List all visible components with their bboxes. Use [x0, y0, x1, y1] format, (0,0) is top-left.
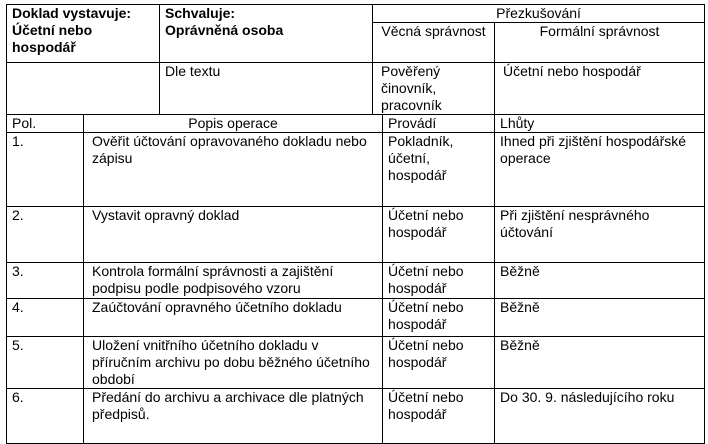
issuer-value: Účetní nebo hospodář — [12, 22, 93, 55]
row-pos: 3. — [7, 263, 84, 299]
row-pos: 4. — [7, 299, 84, 337]
row-performer: Účetní nebo hospodář — [383, 389, 495, 444]
row-performer: Účetní nebo hospodář — [383, 263, 495, 299]
row-performer: Účetní nebo hospodář — [383, 299, 495, 337]
table-row — [7, 133, 705, 207]
issuer-cell — [7, 5, 160, 63]
material-check-header: Věcná správnost — [373, 23, 495, 63]
column-header-row — [7, 115, 705, 133]
row-pos: 2. — [7, 207, 84, 263]
issuer-label: Doklad vystavuje: — [12, 5, 132, 21]
row-description: Ověřit účtování opravovaného dokladu nebo zápisu — [84, 133, 383, 207]
col-header-deadline: Lhůty — [495, 115, 705, 133]
row-performer: Účetní nebo hospodář — [383, 207, 495, 263]
review-title: Přezkušování — [373, 5, 705, 23]
issuer-empty-cell — [7, 63, 160, 115]
col-header-pos: Pol. — [7, 115, 84, 133]
row-pos: 1. — [7, 133, 84, 207]
row-description: Vystavit opravný doklad — [84, 207, 383, 263]
formal-check-header: Formální správnost — [495, 23, 705, 63]
row-pos: 5. — [7, 337, 84, 389]
approver-value: Oprávněná osoba — [165, 22, 284, 38]
row-pos: 6. — [7, 389, 84, 444]
row-deadline: Ihned při zjištění hospodářské operace — [495, 133, 705, 207]
header-row-3 — [7, 63, 705, 115]
col-header-performer: Provádí — [383, 115, 495, 133]
procedure-document — [6, 4, 704, 444]
approver-label: Schvaluje: — [165, 5, 236, 21]
row-description: Předání do archivu a archivace dle platných předpisů. — [84, 389, 383, 444]
row-deadline: Při zjištění nesprávného účtování — [495, 207, 705, 263]
row-deadline: Běžně — [495, 263, 705, 299]
table-row — [7, 207, 705, 263]
col-header-description: Popis operace — [84, 115, 383, 133]
header-row-1 — [7, 5, 705, 23]
row-deadline: Do 30. 9. následujícího roku — [495, 389, 705, 444]
row-deadline: Běžně — [495, 337, 705, 389]
row-description: Uložení vnitřního účetního dokladu v příručním archivu po dobu běžného účetního období — [84, 337, 383, 389]
approver-cell — [160, 5, 373, 63]
material-value: Pověřený činovník, pracovník — [373, 63, 495, 115]
row-performer: Účetní nebo hospodář — [383, 337, 495, 389]
row-performer: Pokladník, účetní, hospodář — [383, 133, 495, 207]
row-deadline: Běžně — [495, 299, 705, 337]
procedure-table — [6, 4, 705, 444]
table-row — [7, 263, 705, 299]
table-row — [7, 337, 705, 389]
table-row — [7, 389, 705, 444]
formal-value: Účetní nebo hospodář — [495, 63, 705, 115]
approver-note: Dle textu — [160, 63, 373, 115]
row-description: Zaúčtování opravného účetního dokladu — [84, 299, 383, 337]
row-description: Kontrola formální správnosti a zajištění podpisu podle podpisového vzoru — [84, 263, 383, 299]
table-row — [7, 299, 705, 337]
